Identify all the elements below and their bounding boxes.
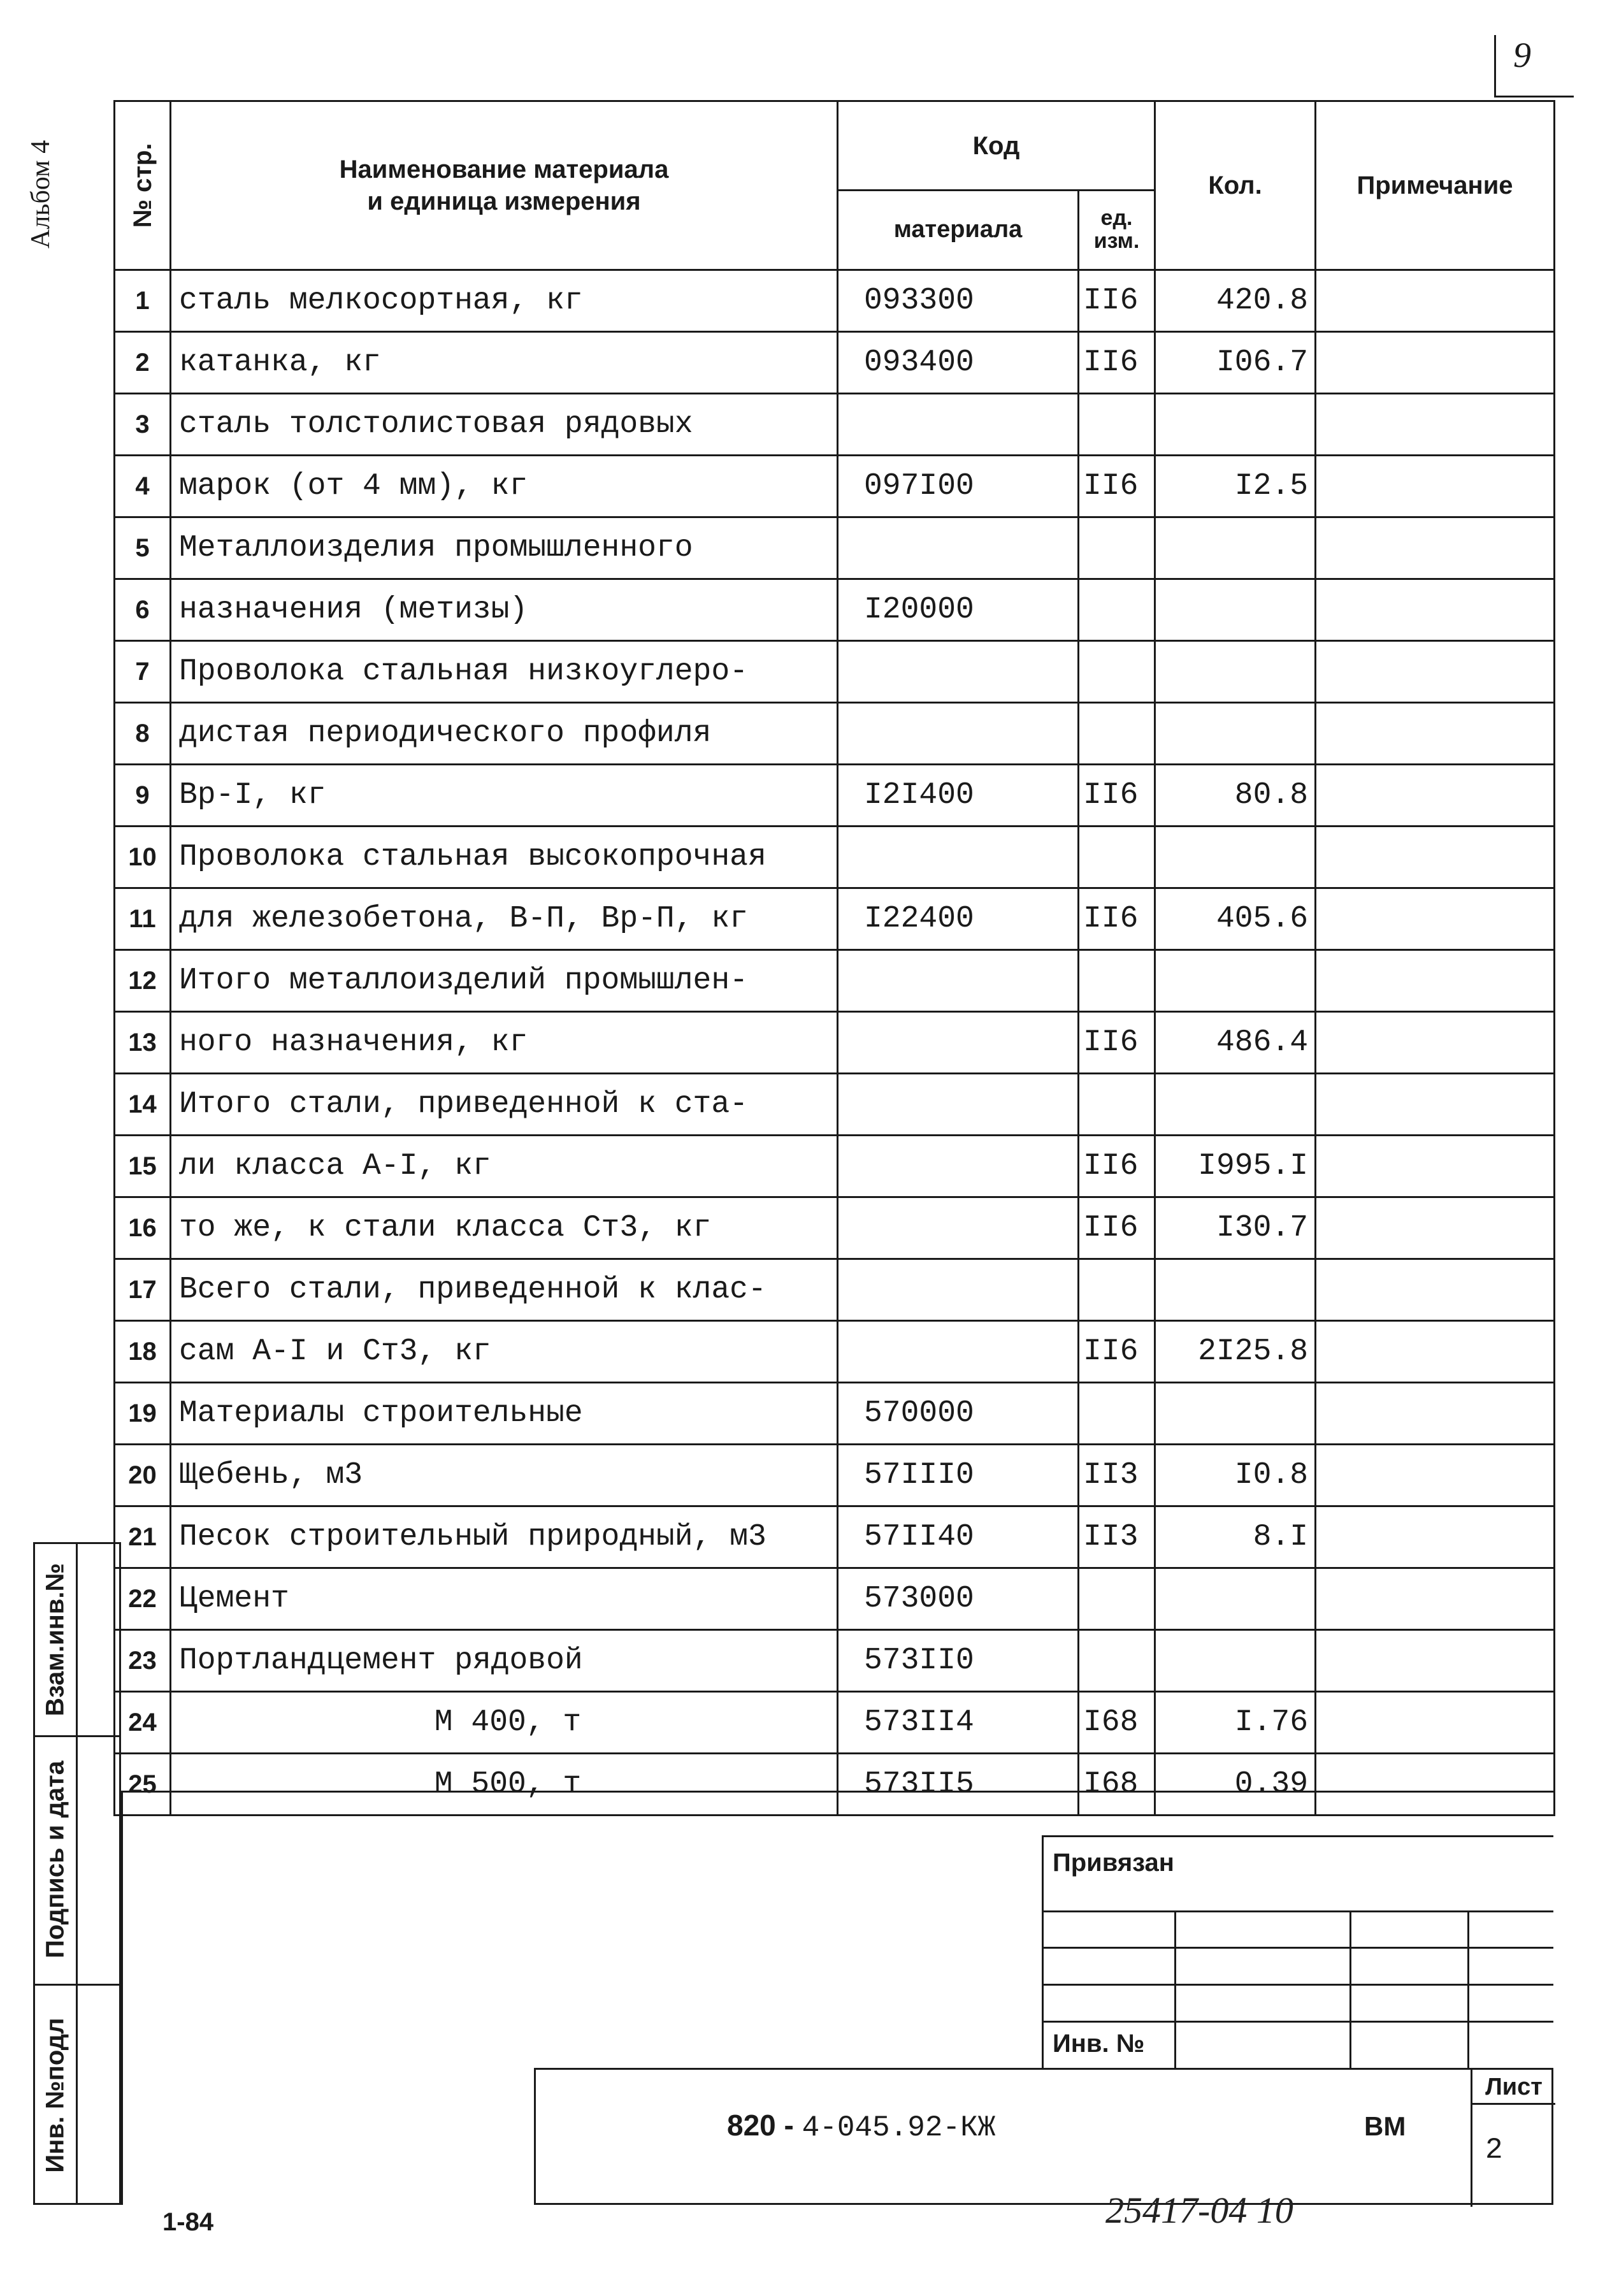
row-quantity: I30.7 bbox=[1155, 1197, 1316, 1259]
row-material-name: Вр-I, кг bbox=[171, 765, 838, 827]
table-row bbox=[115, 1012, 1555, 1074]
row-quantity bbox=[1155, 579, 1316, 641]
row-material-name: катанка, кг bbox=[171, 332, 838, 394]
row-quantity bbox=[1155, 1630, 1316, 1692]
row-note bbox=[1316, 765, 1555, 827]
row-note bbox=[1316, 1074, 1555, 1136]
row-unit-code bbox=[1079, 1630, 1155, 1692]
row-material-name: Портландцемент рядовой bbox=[171, 1630, 838, 1692]
header-material-code: материала bbox=[838, 191, 1079, 270]
binding-column-line bbox=[1349, 1910, 1351, 2070]
row-unit-code bbox=[1079, 1568, 1155, 1630]
row-note bbox=[1316, 456, 1555, 517]
row-unit-code: II6 bbox=[1079, 1321, 1155, 1383]
document-code: 4-045.92-КЖ bbox=[802, 2111, 996, 2144]
row-quantity bbox=[1155, 394, 1316, 456]
row-quantity bbox=[1155, 1568, 1316, 1630]
row-quantity bbox=[1155, 1259, 1316, 1321]
handwritten-number: 25417-04 10 bbox=[1105, 2190, 1293, 2231]
corner-vertical-line bbox=[1494, 35, 1496, 96]
table-row bbox=[115, 765, 1555, 827]
header-line-number: № стр. bbox=[115, 101, 171, 270]
row-quantity bbox=[1155, 950, 1316, 1012]
row-material-code: 573II5 bbox=[838, 1754, 1079, 1816]
row-number: 17 bbox=[115, 1259, 171, 1321]
side-stamp-row-line bbox=[35, 1735, 119, 1737]
table-row bbox=[115, 1630, 1555, 1692]
row-unit-code bbox=[1079, 641, 1155, 703]
row-note bbox=[1316, 270, 1555, 332]
document-prefix: 820 - bbox=[727, 2109, 794, 2142]
table-row bbox=[115, 1074, 1555, 1136]
title-block bbox=[534, 2068, 1553, 2205]
row-note bbox=[1316, 950, 1555, 1012]
row-note bbox=[1316, 1692, 1555, 1754]
row-number: 5 bbox=[115, 517, 171, 579]
row-unit-code: II6 bbox=[1079, 1197, 1155, 1259]
row-number: 9 bbox=[115, 765, 171, 827]
row-quantity bbox=[1155, 1383, 1316, 1445]
row-number: 2 bbox=[115, 332, 171, 394]
row-note bbox=[1316, 332, 1555, 394]
table-row bbox=[115, 888, 1555, 950]
row-material-code bbox=[838, 394, 1079, 456]
binding-line bbox=[1044, 1910, 1553, 1912]
header-note: Примечание bbox=[1316, 101, 1555, 270]
sheet-number: 2 bbox=[1485, 2134, 1503, 2167]
header-material-name: Наименование материала и единица измерения bbox=[171, 101, 838, 270]
row-material-name: сталь мелкосортная, кг bbox=[171, 270, 838, 332]
form-code: 1-84 bbox=[162, 2208, 214, 2236]
row-unit-code: II6 bbox=[1079, 765, 1155, 827]
row-number: 13 bbox=[115, 1012, 171, 1074]
row-material-code: 570000 bbox=[838, 1383, 1079, 1445]
row-material-name: ли класса А-I, кг bbox=[171, 1136, 838, 1197]
bound-label: Привязан bbox=[1053, 1849, 1174, 1877]
row-unit-code: II6 bbox=[1079, 332, 1155, 394]
row-number: 15 bbox=[115, 1136, 171, 1197]
page-number: 9 bbox=[1513, 36, 1531, 75]
row-note bbox=[1316, 641, 1555, 703]
row-number: 1 bbox=[115, 270, 171, 332]
row-number: 4 bbox=[115, 456, 171, 517]
inv-podl-label: Инв. №подл bbox=[41, 2018, 69, 2173]
binding-block bbox=[1042, 1835, 1553, 2068]
row-number: 10 bbox=[115, 827, 171, 888]
row-unit-code: I68 bbox=[1079, 1692, 1155, 1754]
row-material-name: Проволока стальная высокопрочная bbox=[171, 827, 838, 888]
table-row bbox=[115, 517, 1555, 579]
inv-number-label: Инв. № bbox=[1053, 2030, 1145, 2058]
row-number: 20 bbox=[115, 1445, 171, 1506]
row-unit-code bbox=[1079, 579, 1155, 641]
row-quantity: 2I25.8 bbox=[1155, 1321, 1316, 1383]
album-label: Альбом 4 bbox=[26, 140, 55, 249]
row-quantity bbox=[1155, 1074, 1316, 1136]
table-row bbox=[115, 827, 1555, 888]
row-unit-code bbox=[1079, 950, 1155, 1012]
row-note bbox=[1316, 1568, 1555, 1630]
row-material-name: Щебень, м3 bbox=[171, 1445, 838, 1506]
header-unit: ед. изм. bbox=[1079, 191, 1155, 270]
row-number: 25 bbox=[115, 1754, 171, 1816]
sheet-label: Лист bbox=[1472, 2070, 1555, 2105]
corner-horizontal-line bbox=[1494, 96, 1574, 97]
row-note bbox=[1316, 1321, 1555, 1383]
vzam-inv-label: Взам.инв.№ bbox=[41, 1563, 69, 1717]
row-unit-code: II3 bbox=[1079, 1445, 1155, 1506]
row-note bbox=[1316, 1445, 1555, 1506]
binding-column-line bbox=[1174, 1910, 1176, 2070]
row-unit-code bbox=[1079, 1259, 1155, 1321]
row-unit-code bbox=[1079, 1074, 1155, 1136]
row-unit-code bbox=[1079, 703, 1155, 765]
sheet-box bbox=[1471, 2070, 1555, 2207]
row-number: 16 bbox=[115, 1197, 171, 1259]
row-material-code: 097I00 bbox=[838, 456, 1079, 517]
row-quantity bbox=[1155, 827, 1316, 888]
table-row bbox=[115, 950, 1555, 1012]
row-note bbox=[1316, 1383, 1555, 1445]
table-row bbox=[115, 394, 1555, 456]
row-material-name: Итого металлоизделий промышлен- bbox=[171, 950, 838, 1012]
row-quantity: I2.5 bbox=[1155, 456, 1316, 517]
row-material-code: 57II40 bbox=[838, 1506, 1079, 1568]
row-quantity: I0.8 bbox=[1155, 1445, 1316, 1506]
row-quantity bbox=[1155, 517, 1316, 579]
document-mark: ВМ bbox=[1364, 2111, 1406, 2141]
binding-column-line bbox=[1467, 1910, 1469, 2070]
row-note bbox=[1316, 517, 1555, 579]
header-quantity: Кол. bbox=[1155, 101, 1316, 270]
row-number: 11 bbox=[115, 888, 171, 950]
row-material-code: I20000 bbox=[838, 579, 1079, 641]
row-unit-code: II3 bbox=[1079, 1506, 1155, 1568]
row-note bbox=[1316, 579, 1555, 641]
row-unit-code bbox=[1079, 394, 1155, 456]
row-material-name: сталь толстолистовая рядовых bbox=[171, 394, 838, 456]
materials-table bbox=[113, 100, 1555, 1816]
row-quantity: 420.8 bbox=[1155, 270, 1316, 332]
row-material-code: I22400 bbox=[838, 888, 1079, 950]
row-material-name: Всего стали, приведенной к клас- bbox=[171, 1259, 838, 1321]
row-material-code bbox=[838, 827, 1079, 888]
row-material-code: 57III0 bbox=[838, 1445, 1079, 1506]
row-number: 8 bbox=[115, 703, 171, 765]
row-material-code bbox=[838, 517, 1079, 579]
table-row bbox=[115, 332, 1555, 394]
signature-date-label: Подпись и дата bbox=[41, 1761, 69, 1958]
row-material-code: 573II4 bbox=[838, 1692, 1079, 1754]
row-quantity: I.76 bbox=[1155, 1692, 1316, 1754]
row-material-name: Проволока стальная низкоуглеро- bbox=[171, 641, 838, 703]
row-material-name: Цемент bbox=[171, 1568, 838, 1630]
row-unit-code: I68 bbox=[1079, 1754, 1155, 1816]
table-row bbox=[115, 1568, 1555, 1630]
row-material-code bbox=[838, 950, 1079, 1012]
row-quantity: I995.I bbox=[1155, 1136, 1316, 1197]
table-row bbox=[115, 270, 1555, 332]
side-stamp-row-line bbox=[35, 1984, 119, 1986]
row-unit-code bbox=[1079, 517, 1155, 579]
binding-line bbox=[1044, 1984, 1553, 1986]
row-quantity: 486.4 bbox=[1155, 1012, 1316, 1074]
row-note bbox=[1316, 703, 1555, 765]
side-stamp bbox=[33, 1542, 121, 2205]
row-material-name: назначения (метизы) bbox=[171, 579, 838, 641]
row-quantity bbox=[1155, 703, 1316, 765]
table-row bbox=[115, 456, 1555, 517]
row-material-code bbox=[838, 1136, 1079, 1197]
table-row bbox=[115, 1259, 1555, 1321]
row-material-code: 093300 bbox=[838, 270, 1079, 332]
header-code: Код bbox=[838, 101, 1155, 191]
row-material-code: I2I400 bbox=[838, 765, 1079, 827]
row-number: 6 bbox=[115, 579, 171, 641]
row-note bbox=[1316, 827, 1555, 888]
binding-line bbox=[1044, 2021, 1553, 2023]
row-number: 21 bbox=[115, 1506, 171, 1568]
row-material-code: 573000 bbox=[838, 1568, 1079, 1630]
row-note bbox=[1316, 1197, 1555, 1259]
table-row bbox=[115, 641, 1555, 703]
row-material-name: дистая периодического профиля bbox=[171, 703, 838, 765]
row-quantity bbox=[1155, 641, 1316, 703]
table-row bbox=[115, 1197, 1555, 1259]
row-material-code bbox=[838, 1012, 1079, 1074]
row-unit-code: II6 bbox=[1079, 456, 1155, 517]
row-unit-code: II6 bbox=[1079, 270, 1155, 332]
row-unit-code: II6 bbox=[1079, 1136, 1155, 1197]
row-unit-code: II6 bbox=[1079, 1012, 1155, 1074]
row-material-name: марок (от 4 мм), кг bbox=[171, 456, 838, 517]
row-material-code bbox=[838, 1259, 1079, 1321]
row-number: 14 bbox=[115, 1074, 171, 1136]
row-material-name: Песок строительный природный, м3 bbox=[171, 1506, 838, 1568]
row-material-name: ного назначения, кг bbox=[171, 1012, 838, 1074]
row-quantity: 8.I bbox=[1155, 1506, 1316, 1568]
row-number: 23 bbox=[115, 1630, 171, 1692]
row-note bbox=[1316, 1506, 1555, 1568]
row-material-code: 093400 bbox=[838, 332, 1079, 394]
table-row bbox=[115, 703, 1555, 765]
table-row bbox=[115, 1445, 1555, 1506]
binding-line bbox=[1044, 1947, 1553, 1949]
row-number: 12 bbox=[115, 950, 171, 1012]
row-number: 24 bbox=[115, 1692, 171, 1754]
row-unit-code bbox=[1079, 1383, 1155, 1445]
side-stamp-divider bbox=[76, 1544, 78, 2203]
table-row bbox=[115, 1136, 1555, 1197]
row-note bbox=[1316, 888, 1555, 950]
table-row bbox=[115, 1692, 1555, 1754]
row-material-name: Металлоизделия промышленного bbox=[171, 517, 838, 579]
row-number: 18 bbox=[115, 1321, 171, 1383]
document-designation bbox=[727, 2108, 995, 2144]
row-quantity: I06.7 bbox=[1155, 332, 1316, 394]
row-material-name: для железобетона, В-П, Вр-П, кг bbox=[171, 888, 838, 950]
row-material-code: 573II0 bbox=[838, 1630, 1079, 1692]
row-material-code bbox=[838, 1321, 1079, 1383]
row-number: 19 bbox=[115, 1383, 171, 1445]
table-row bbox=[115, 579, 1555, 641]
row-quantity: 0.39 bbox=[1155, 1754, 1316, 1816]
row-note bbox=[1316, 1259, 1555, 1321]
table-row bbox=[115, 1321, 1555, 1383]
row-unit-code: II6 bbox=[1079, 888, 1155, 950]
row-number: 3 bbox=[115, 394, 171, 456]
row-unit-code bbox=[1079, 827, 1155, 888]
row-material-name: то же, к стали класса Ст3, кг bbox=[171, 1197, 838, 1259]
row-material-code bbox=[838, 1197, 1079, 1259]
row-quantity: 405.6 bbox=[1155, 888, 1316, 950]
row-material-code bbox=[838, 1074, 1079, 1136]
row-note bbox=[1316, 394, 1555, 456]
row-material-name: М 400, т bbox=[171, 1692, 838, 1754]
row-material-name: Итого стали, приведенной к ста- bbox=[171, 1074, 838, 1136]
table-row bbox=[115, 1506, 1555, 1568]
row-material-name: М 500, т bbox=[171, 1754, 838, 1816]
row-number: 22 bbox=[115, 1568, 171, 1630]
row-material-name: Материалы строительные bbox=[171, 1383, 838, 1445]
row-note bbox=[1316, 1012, 1555, 1074]
row-quantity: 80.8 bbox=[1155, 765, 1316, 827]
table-row bbox=[115, 1383, 1555, 1445]
row-number: 7 bbox=[115, 641, 171, 703]
row-material-code bbox=[838, 641, 1079, 703]
row-material-name: сам А-I и Ст3, кг bbox=[171, 1321, 838, 1383]
row-note bbox=[1316, 1136, 1555, 1197]
row-material-code bbox=[838, 703, 1079, 765]
row-note bbox=[1316, 1630, 1555, 1692]
